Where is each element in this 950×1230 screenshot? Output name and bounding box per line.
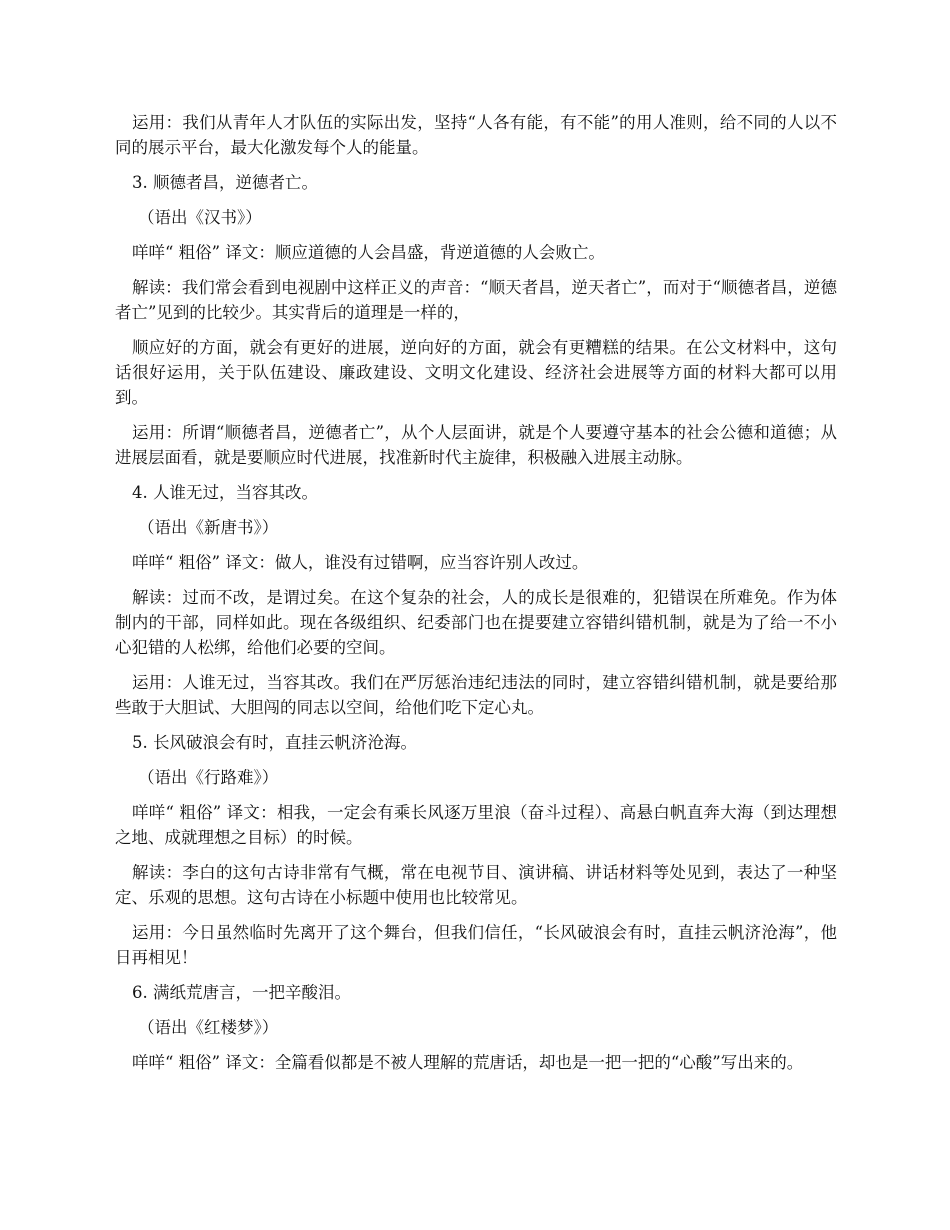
paragraph-usage: 运用：人谁无过，当容其改。我们在严厉惩治违纪违法的同时，建立容错纠错机制，就是要给那些敢于大胆试、大胆闯的同志以空间，给他们吃下定心丸。	[115, 673, 837, 717]
paragraph-interpretation: 解读：过而不改，是谓过矣。在这个复杂的社会，人的成长是很难的，犯错误在所难免。作为体制内的干部，同样如此。现在各级组织、纪委部门也在提要建立容错纠错机制，就是为了给一不小心犯错的人松绑，给他们必要的空间。	[115, 588, 837, 657]
source-note: （语出《新唐书》）	[138, 518, 279, 537]
document-body	[115, 110, 837, 1085]
paragraph-translation: 咩咩“ 粗俗” 译文：相我，一定会有乘长风逐万里浪（奋斗过程）、高悬白帆直奔大海（到达理想之地、成就理想之目标）的时候。	[115, 803, 837, 847]
paragraph-translation: 咩咩“ 粗俗” 译文：顺应道德的人会昌盛，背逆道德的人会败亡。	[132, 243, 605, 262]
item-heading: 3. 顺德者昌，逆德者亡。	[132, 173, 318, 192]
paragraph-interpretation-continued: 顺应好的方面，就会有更好的进展，逆向好的方面，就会有更糟糕的结果。在公文材料中，这句话很好运用，关于队伍建设、廉政建设、文明文化建设、经济社会进展等方面的材料大都可以用到。	[115, 338, 837, 407]
item-heading: 4. 人谁无过，当容其改。	[132, 483, 318, 502]
source-note: （语出《汉书》）	[138, 208, 262, 227]
item-heading: 6. 满纸荒唐言，一把辛酸泪。	[132, 983, 351, 1002]
source-note: （语出《红楼梦》）	[138, 1018, 279, 1037]
source-note: （语出《行路难》）	[138, 768, 279, 787]
paragraph-interpretation: 解读：我们常会看到电视剧中这样正义的声音：“顺天者昌，逆天者亡”，而对于“顺德者昌，逆德者亡”见到的比较少。其实背后的道理是一样的，	[115, 278, 837, 322]
item-heading: 5. 长风破浪会有时，直挂云帆济沧海。	[132, 733, 417, 752]
paragraph-translation: 咩咩“ 粗俗” 译文：做人，谁没有过错啊，应当容许别人改过。	[132, 553, 589, 572]
paragraph-usage: 运用：我们从青年人才队伍的实际出发，坚持“人各有能，有不能”的用人准则，给不同的人以不同的展示平台，最大化激发每个人的能量。	[115, 113, 837, 157]
paragraph-usage: 运用：今日虽然临时先离开了这个舞台，但我们信任，“长风破浪会有时，直挂云帆济沧海”，他日再相见！	[115, 923, 837, 967]
paragraph-interpretation: 解读：李白的这句古诗非常有气概，常在电视节目、演讲稿、讲话材料等处见到，表达了一种坚定、乐观的思想。这句古诗在小标题中使用也比较常见。	[115, 863, 837, 907]
paragraph-translation: 咩咩“ 粗俗” 译文：全篇看似都是不被人理解的荒唐话，却也是一把一把的“心酸”写出来的。	[132, 1053, 804, 1072]
paragraph-usage: 运用：所谓“顺德者昌，逆德者亡”，从个人层面讲，就是个人要遵守基本的社会公德和道德；从进展层面看，就是要顺应时代进展，找准新时代主旋律，积极融入进展主动脉。	[115, 423, 837, 467]
